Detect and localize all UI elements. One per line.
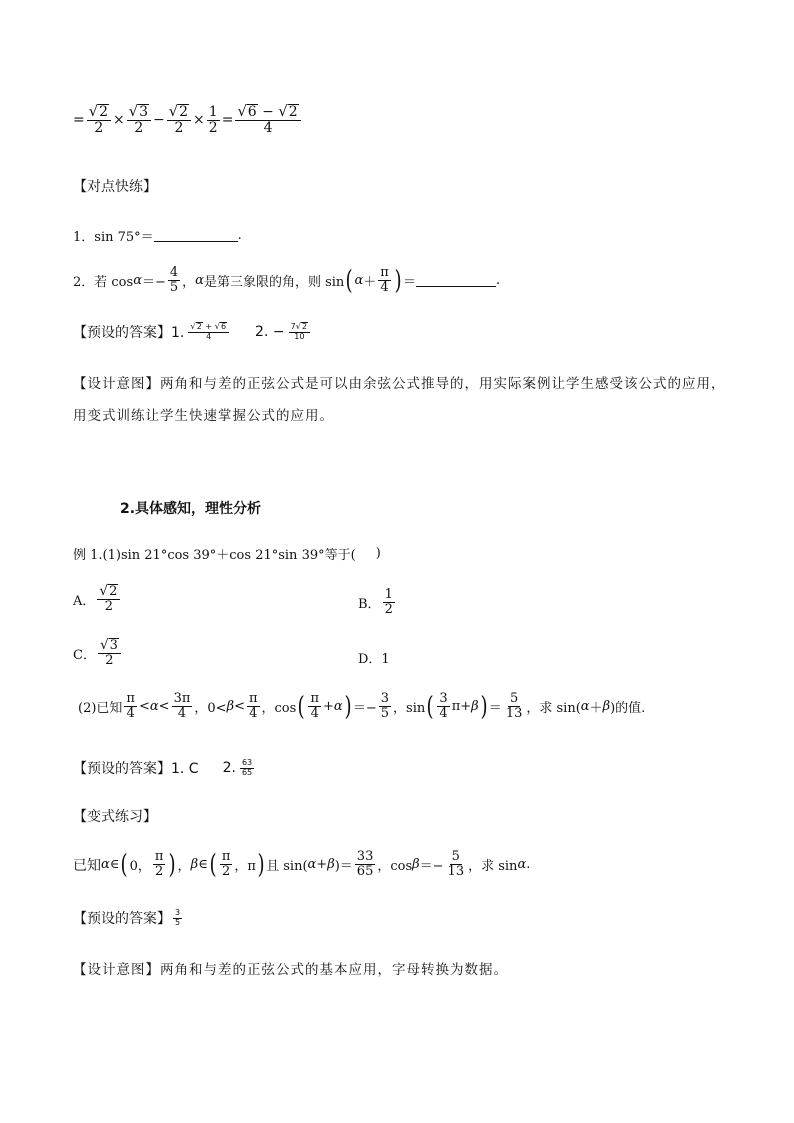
option-c: C． √ 3 2 [73,638,123,669]
example-2: (2)已知 $\frac{\pi}{4}$ < α < $\frac{3\pi}{4}$ ，0< β < $\frac{\pi}{4}$ ，cos ( $\frac{\pi}{4}$ + α ) ＝− $\frac{3}{5}$ ，sin ( $\frac{3}{4}$ π+ β ) ＝ $\frac{5}{13}$ ，求 sin( α ＋ β )的值. [78,691,646,722]
variant-exercise: 已知 α ∈ ( 0， $\frac{\pi}{2}$ ) ， β ∈ ( $\frac{\pi}{2}$ ，π ) 且 sin( α + β )＝ $\frac{33}{65}$ ，cos β ＝− $\frac{5}{13}$ ，求 sin α . [73,849,531,880]
option-d: D．1 [358,652,390,667]
design-intent-2: 【设计意图】两角和与差的正弦公式的基本应用，字母转换为数据。 [73,962,508,978]
fraction: √ 2 2 [167,104,191,137]
formula-top: = √ 2 2 × √ 3 2 − √ 2 2 × $\frac{1}{2}$ = √ 6 − √ 2 4 [73,104,303,137]
section-heading: 2.具体感知，理性分析 [120,501,262,517]
option-a: A． √ 2 2 [73,584,122,615]
fraction: √ 3 2 [127,104,151,137]
fraction: $\frac{1}{2}$ [208,103,218,136]
answer-blank [154,229,238,242]
fraction: √ 6 − √ 2 4 [235,104,300,137]
answer-blank [416,274,496,287]
question-2: 2．若 cos α ＝− $\frac{4}{5}$ ， α 是第三象限的角，则 sin ( α ＋ $\frac{\pi}{4}$ ) ＝ . [73,265,501,296]
preset-answer-1: 【预设的答案】1. √ 2 + √ 6 4 2. − 7 √ 2 10 [73,322,312,342]
fraction: √ 2 2 [87,104,111,137]
equals-sign: = [73,112,85,129]
variant-heading: 【变式练习】 [73,809,157,825]
preset-answer-3: 【预设的答案】 $\frac{3}{5}$ [73,907,181,927]
example-1: 例 1.(1)sin 21°cos 39°＋cos 21°sin 39°等于( ) [73,546,381,563]
practice-heading: 【对点快练】 [73,179,157,195]
question-1: 1．sin 75°＝ . [73,228,242,245]
design-intent-1: 【设计意图】两角和与差的正弦公式是可以由余弦公式推导的，用实际案例让学生感受该公式的应用，用变式训练让学生快速掌握公式的应用。 [73,376,726,424]
option-b: B． $\frac{1}{2}$ [358,587,393,618]
preset-answer-2: 【预设的答案】1. C 2. $\frac{63}{65}$ [73,757,253,777]
